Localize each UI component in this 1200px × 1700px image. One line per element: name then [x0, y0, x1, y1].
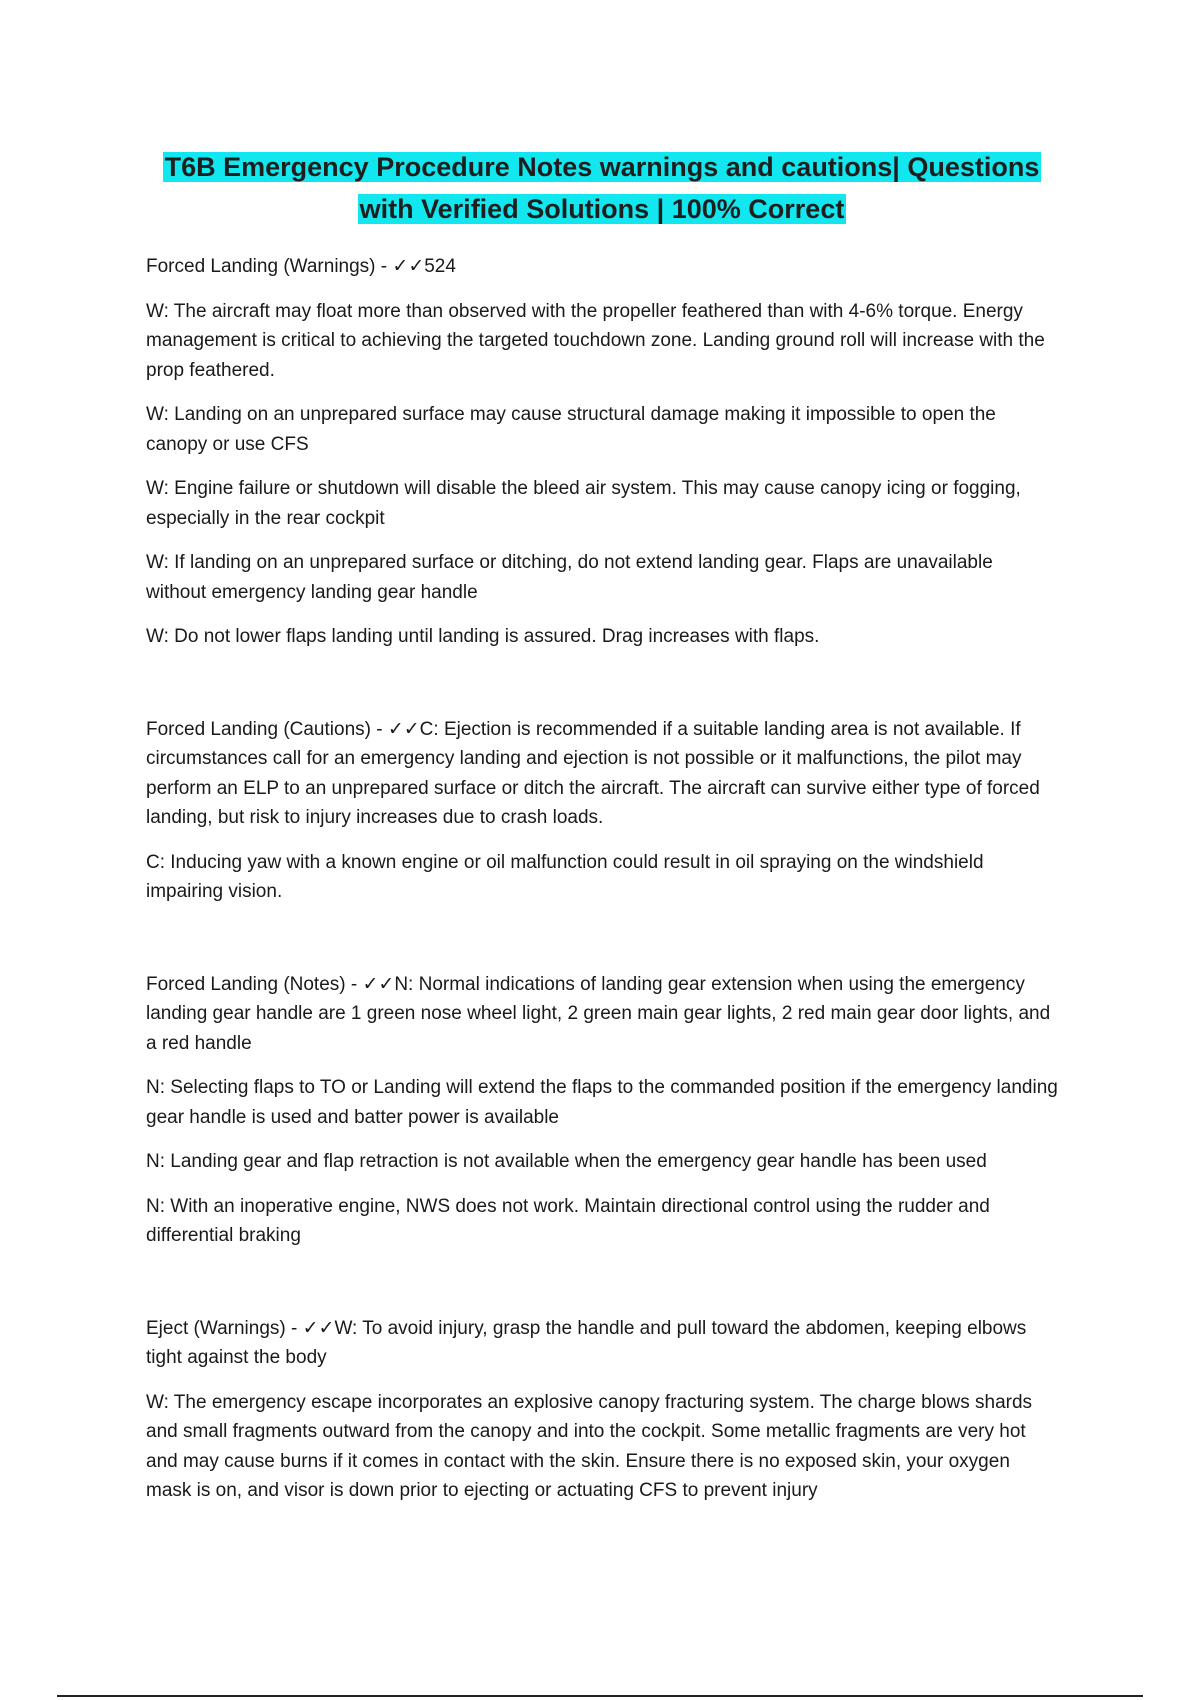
section-spacer	[146, 922, 1058, 970]
warning-paragraph: W: The emergency escape incorporates an explosive canopy fracturing system. The charge blows shards and small fragments outward from the canopy and into the cockpit. Some metallic fragments are very hot and may cause burns if it comes in contact with the skin. Ensure there is no exposed skin, your oxygen mask is on, and visor is down prior to ejecting or actuating CFS to prevent injury	[146, 1391, 1033, 1501]
document-title	[146, 146, 1058, 230]
section-forced-landing-cautions	[146, 715, 1058, 907]
warning-paragraph: W: Engine failure or shutdown will disable the bleed air system. This may cause canopy icing or fogging, especially in the rear cockpit	[146, 478, 1021, 529]
section-spacer	[146, 667, 1058, 715]
caution-paragraph: C: Inducing yaw with a known engine or oil malfunction could result in oil spraying on the windshield impairing vision.	[146, 851, 984, 902]
section-spacer	[146, 1266, 1058, 1314]
warning-paragraph: W: The aircraft may float more than observed with the propeller feathered than with 4-6% torque. Energy management is critical to achieving the targeted touchdown zone. Landing ground roll will increase with the prop feathered.	[146, 300, 1045, 381]
section-forced-landing-notes	[146, 970, 1058, 1251]
question-heading: Forced Landing (Cautions) - ✓✓C: Ejection is recommended if a suitable landing area is not available. If circumstances call for an emergency landing and ejection is not possible or it malfunctions, the pilot may perform an ELP to an unprepared surface or ditch the aircraft. The aircraft can survive either type of forced landing, but risk to injury increases due to crash loads.	[146, 718, 1040, 828]
question-heading: Forced Landing (Notes) - ✓✓N: Normal indications of landing gear extension when using the emergency landing gear handle are 1 green nose wheel light, 2 green main gear lights, 2 red main gear door lights, and a red handle	[146, 973, 1051, 1054]
document-page	[146, 146, 1058, 1521]
question-heading: Eject (Warnings) - ✓✓W: To avoid injury, grasp the handle and pull toward the abdomen, keeping elbows tight against the body	[146, 1317, 1027, 1368]
note-paragraph: N: Landing gear and flap retraction is not available when the emergency gear handle has been used	[146, 1151, 987, 1172]
title-line-1: T6B Emergency Procedure Notes warnings and cautions| Questions	[164, 152, 1040, 182]
note-paragraph: N: Selecting flaps to TO or Landing will extend the flaps to the commanded position if the emergency landing gear handle is used and batter power is available	[146, 1077, 1058, 1128]
warning-paragraph: W: Landing on an unprepared surface may cause structural damage making it impossible to open the canopy or use CFS	[146, 404, 996, 455]
section-eject-warnings	[146, 1314, 1058, 1506]
note-paragraph: N: With an inoperative engine, NWS does not work. Maintain directional control using the rudder and differential braking	[146, 1195, 990, 1246]
section-forced-landing-warnings	[146, 252, 1058, 652]
question-heading: Forced Landing (Warnings) - ✓✓524	[146, 256, 456, 277]
footer-divider	[57, 1695, 1143, 1697]
warning-paragraph: W: If landing on an unprepared surface or ditching, do not extend landing gear. Flaps are unavailable without emergency landing gear handle	[146, 552, 993, 603]
title-line-2: with Verified Solutions | 100% Correct	[359, 194, 845, 224]
warning-paragraph: W: Do not lower flaps landing until landing is assured. Drag increases with flaps.	[146, 626, 820, 647]
